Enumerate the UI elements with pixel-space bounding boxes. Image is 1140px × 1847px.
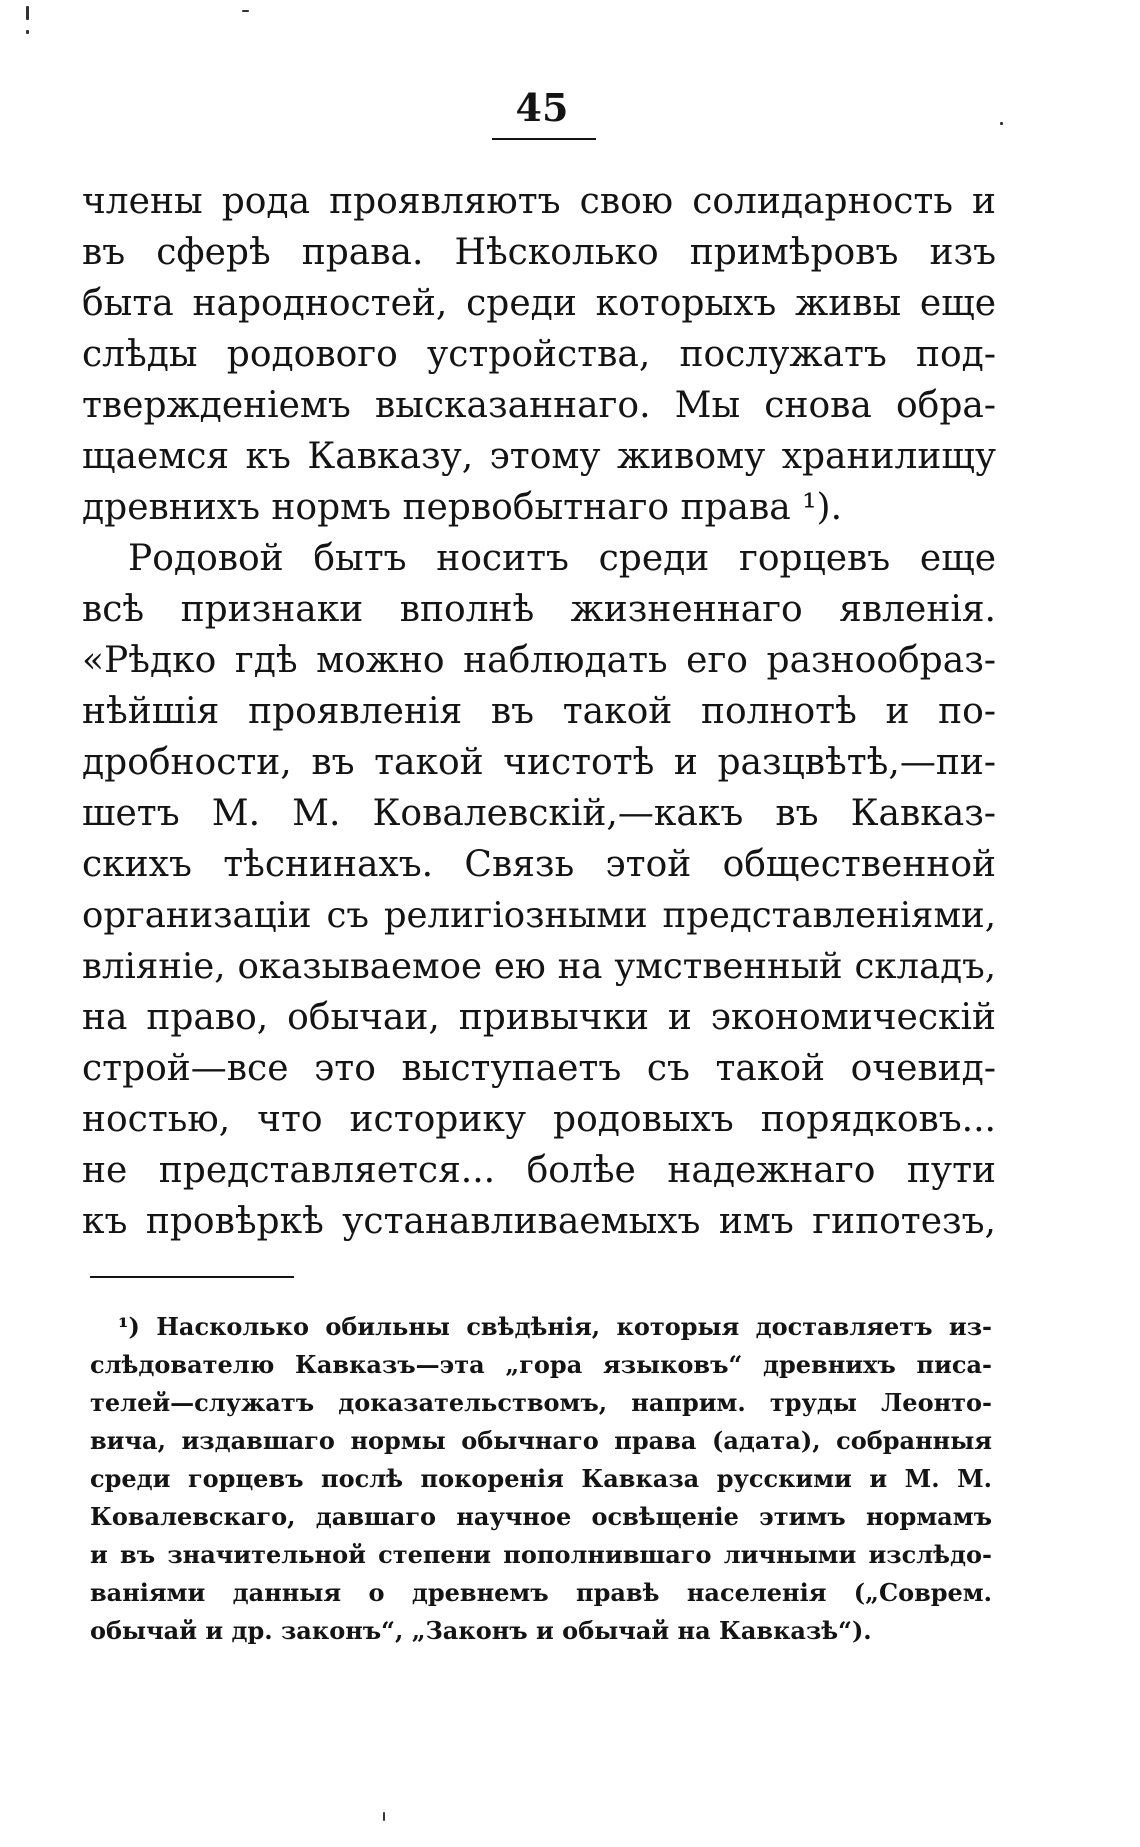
body-text xyxy=(82,176,996,1247)
footnote xyxy=(90,1308,992,1650)
body-line: скихъ тѣснинахъ. Связь этой общественной xyxy=(82,844,996,885)
footnote-line: ¹) Насколько обильны свѣдѣнія, которыя доставляетъ из- xyxy=(118,1312,992,1341)
footnote-line: слѣдователю Кавказъ—эта „гора языковъ“ древнихъ писа- xyxy=(90,1350,992,1379)
body-line: вліяніе, оказываемое ею на умственный складъ, xyxy=(82,946,996,987)
body-line: не представляется... болѣе надежнаго пути xyxy=(82,1150,996,1191)
body-line: члены рода проявляютъ свою солидарность и xyxy=(82,181,996,222)
body-line: твержденіемъ высказаннаго. Мы снова обра- xyxy=(82,385,996,426)
print-speck xyxy=(26,30,29,34)
footnote-line: телей—служатъ доказательствомъ, наприм. труды Леонто- xyxy=(90,1388,992,1417)
body-line: шетъ М. М. Ковалевскій,—какъ въ Кавказ- xyxy=(82,793,996,834)
footnote-line: и въ значительной степени пополнившаго личными изслѣдо- xyxy=(90,1540,992,1569)
footnote-line: ваніями данныя о древнемъ правѣ населенія („Соврем. xyxy=(90,1578,992,1607)
page-number-rule xyxy=(492,138,596,140)
footnote-rule xyxy=(90,1276,294,1278)
footnote-line: вича, издавшаго нормы обычнаго права (адата), собранныя xyxy=(90,1426,992,1455)
body-line: быта народностей, среди которыхъ живы еще xyxy=(82,283,996,324)
body-line: въ сферѣ права. Нѣсколько примѣровъ изъ xyxy=(82,232,996,273)
body-line: ностью, что историку родовыхъ порядковъ... xyxy=(82,1099,996,1140)
page-number: 45 xyxy=(515,85,569,130)
body-line: Родовой бытъ носитъ среди горцевъ еще xyxy=(128,538,996,579)
body-line: нѣйшія проявленія въ такой полнотѣ и по- xyxy=(82,691,996,732)
body-line: всѣ признаки вполнѣ жизненнаго явленія. xyxy=(82,589,996,630)
print-speck xyxy=(242,10,249,12)
body-line: организаціи съ религіозными представленіями, xyxy=(82,895,996,936)
footnote-line: среди горцевъ послѣ покоренія Кавказа русскими и М. М. xyxy=(90,1464,992,1493)
body-line: дробности, въ такой чистотѣ и разцвѣтѣ,—пи- xyxy=(82,742,996,783)
body-line: строй—все это выступаетъ съ такой очевид- xyxy=(82,1048,996,1089)
print-speck xyxy=(383,1812,385,1821)
body-line: «Рѣдко гдѣ можно наблюдать его разнообраз- xyxy=(82,640,996,681)
body-line: къ провѣркѣ устанавливаемыхъ имъ гипотезъ, xyxy=(82,1201,996,1242)
body-line: древнихъ нормъ первобытнаго права ¹). xyxy=(82,487,843,528)
body-line: щаемся къ Кавказу, этому живому хранилищу xyxy=(82,436,996,477)
body-line: на право, обычаи, привычки и экономическій xyxy=(82,997,996,1038)
body-line: слѣды родового устройства, послужатъ под- xyxy=(82,334,996,375)
print-speck xyxy=(1000,122,1003,125)
print-speck xyxy=(26,6,29,20)
footnote-line: обычай и др. законъ“, „Законъ и обычай на Кавказѣ“). xyxy=(90,1616,872,1645)
footnote-line: Ковалевскаго, давшаго научное освѣщеніе этимъ нормамъ xyxy=(90,1502,992,1531)
